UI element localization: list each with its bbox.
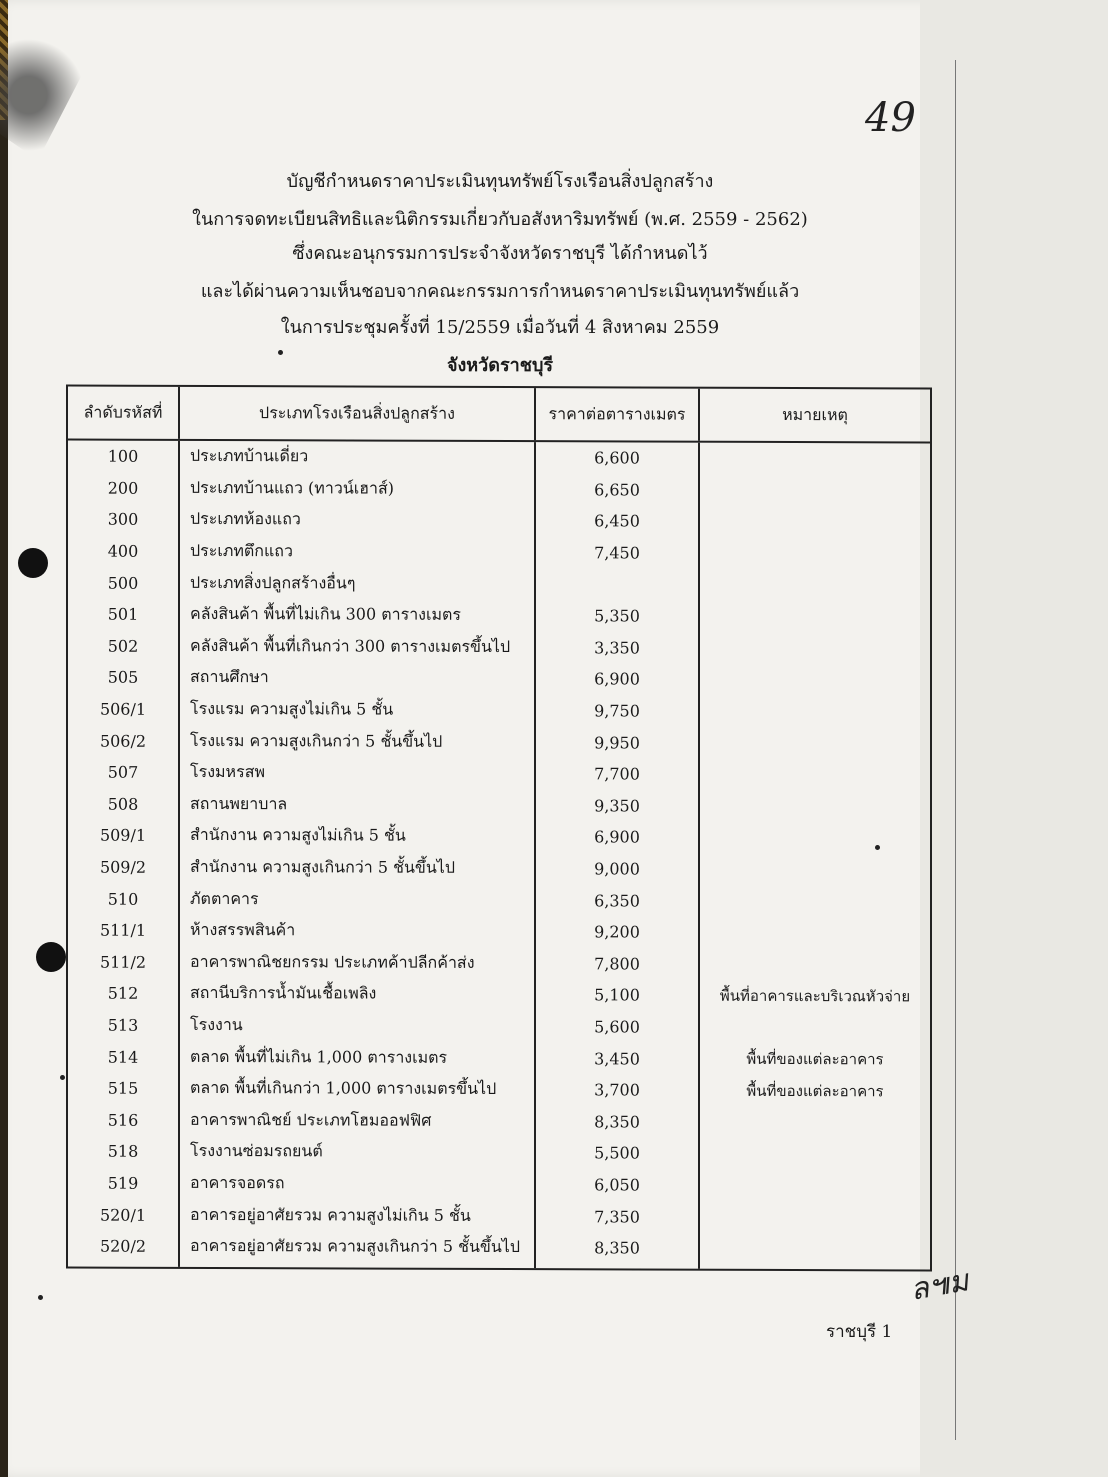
column-header: ลำดับรหัสที่ [68,386,180,438]
table-cell-price: 6,650 [594,480,640,500]
table-cell-note [700,1138,930,1170]
table-cell-code: 519 [107,1173,139,1193]
table-cell-type: อาคารอยู่อาศัยรวม ความสูงเกินกว่า 5 ชั้นขึ้นไป [190,1236,520,1257]
table-cell-code: 300 [107,510,139,530]
table-cell-type: คลังสินค้า พื้นที่เกินกว่า 300 ตารางเมตรขึ้นไป [190,635,511,656]
table-cell-price: 9,750 [594,701,640,721]
table-cell-note [700,601,930,633]
table-cell-type: อาคารจอดรถ [190,1172,285,1193]
table-cell-type: ห้างสรรพสินค้า [190,920,296,940]
table-cell-type: ประเภทสิ่งปลูกสร้างอื่นๆ [190,572,356,593]
table-cell-type: ประเภทตึกแถว [190,540,293,561]
table-cell-note [700,1011,930,1043]
table-cell-type: โรงงาน [190,1014,243,1035]
punch-hole-icon [18,548,48,578]
table-cell-note [700,1201,930,1233]
table-cell-type: อาคารพาณิชยกรรม ประเภทค้าปลีกค้าส่ง [190,951,475,972]
table-cell-type: ตลาด พื้นที่ไม่เกิน 1,000 ตารางเมตร [190,1046,448,1067]
table-cell-type: ตลาด พื้นที่เกินกว่า 1,000 ตารางเมตรขึ้นไป [190,1078,497,1099]
table-cell-code: 500 [107,573,139,593]
table-cell-code: 505 [107,668,139,688]
table-cell-price: 8,350 [594,1112,640,1132]
handwritten-page-mark: 49 [865,95,916,141]
table-cell-price: 7,350 [594,1206,640,1227]
table-cell-note [700,664,930,696]
table-cell-price: 3,700 [594,1080,640,1100]
table-cell-code: 509/1 [99,826,147,846]
table-cell-price: 6,900 [594,827,640,847]
table-cell-type: ประเภทบ้านแถว (ทาวน์เฮาส์) [190,477,394,498]
table-cell-price: 5,100 [594,985,640,1005]
table-cell-type: สำนักงาน ความสูงเกินกว่า 5 ชั้นขึ้นไป [190,856,455,877]
table-cell-code: 515 [107,1078,139,1098]
table-cell-code: 511/2 [99,952,147,972]
table-cell-type: สถานศึกษา [190,667,269,687]
column-header: หมายเหตุ [782,404,848,424]
table-cell-price: 7,800 [594,954,640,974]
code-column [68,440,180,1266]
table-cell-price: 6,900 [594,669,640,689]
table-cell-note [700,727,930,759]
table-cell-note: พื้นที่ของแต่ละอาคาร [746,1049,884,1069]
table-cell-price: 6,450 [594,511,640,531]
speck [60,1075,65,1080]
table-cell-note [700,569,930,601]
punch-hole-icon [36,942,66,972]
table-cell-type: สถานีบริการน้ำมันเชื้อเพลิง [190,983,377,1003]
document-subtitle: และได้ผ่านความเห็นชอบจากคณะกรรมการกำหนดราคาประเมินทุนทรัพย์แล้ว [200,281,800,302]
table-cell-note [700,1106,930,1138]
meeting-info: ในการประชุมครั้งที่ 15/2559 เมื่อวันที่ 4 สิงหาคม 2559 [280,317,720,338]
margin-line [955,60,956,1440]
table-cell-note [700,822,930,854]
speck [38,1295,43,1300]
table-cell-price: 5,500 [594,1143,640,1163]
price-column [536,442,700,1269]
document-title: บัญชีกำหนดราคาประเมินทุนทรัพย์โรงเรือนสิ่งปลูกสร้าง [286,171,714,192]
table-cell-type: สถานพยาบาล [190,793,288,814]
column-header: ประเภทโรงเรือนสิ่งปลูกสร้าง [180,387,536,440]
table-cell-price [536,569,698,601]
table-cell-code: 520/1 [99,1205,147,1225]
table-cell-note [700,885,930,917]
table-cell-type: คลังสินค้า พื้นที่ไม่เกิน 300 ตารางเมตร [190,604,461,625]
table-cell-type: ภัตตาคาร [190,888,259,908]
table-cell-type: โรงแรม ความสูงไม่เกิน 5 ชั้น [190,698,394,719]
table-cell-code: 507 [107,762,139,782]
table-body [68,440,930,1269]
table-cell-type: ประเภทห้องแถว [190,509,301,529]
table-cell-note [700,948,930,980]
table-cell-price: 8,350 [594,1238,640,1258]
table-cell-type: อาคารอยู่อาศัยรวม ความสูงไม่เกิน 5 ชั้น [190,1204,471,1225]
table-header [68,386,930,443]
table-cell-price: 3,350 [594,638,640,658]
note-column [700,443,930,1270]
table-cell-note [700,1169,930,1201]
table-cell-price: 6,600 [594,448,640,468]
table-cell-code: 506/2 [99,731,147,751]
table-cell-note [700,537,930,569]
document-subtitle: ในการจดทะเบียนสิทธิและนิติกรรมเกี่ยวกับอสังหาริมทรัพย์ (พ.ศ. 2559 - 2562) [192,209,808,230]
table-cell-code: 520/2 [99,1236,147,1256]
table-cell-code: 508 [107,794,139,814]
table-cell-price: 5,350 [594,606,640,626]
table-cell-note [700,506,930,538]
table-cell-type: โรงมหรสพ [190,762,265,782]
document-subtitle: ซึ่งคณะอนุกรรมการประจำจังหวัดราชบุรี ได้กำหนดไว้ [292,243,708,264]
table-cell-type: ประเภทบ้านเดี่ยว [190,446,309,466]
table-cell-price: 9,350 [594,796,640,816]
table-cell-price: 6,050 [594,1175,640,1195]
table-cell-code: 506/1 [99,699,147,719]
table-cell-price: 9,000 [594,859,640,879]
table-cell-note [700,790,930,822]
table-cell-code: 509/2 [99,857,147,877]
table-cell-note [700,1233,930,1265]
table-cell-note [700,759,930,791]
table-cell-code: 501 [107,604,139,625]
table-cell-note [700,632,930,664]
table-cell-price: 7,700 [594,764,640,784]
table-cell-code: 518 [107,1141,139,1162]
handwritten-signature: ล๚ม [907,1263,972,1308]
table-cell-price: 7,450 [594,543,640,563]
table-cell-code: 400 [107,541,139,561]
table-cell-price: 9,950 [594,732,640,753]
table-cell-note [700,917,930,949]
table-cell-code: 512 [107,984,139,1004]
page-footer: ราชบุรี 1 [826,1322,893,1342]
table-cell-price: 3,450 [594,1048,640,1069]
table-cell-code: 100 [107,446,139,467]
table-cell-note [700,695,930,727]
type-column [180,441,536,1268]
table-cell-type: โรงงานซ่อมรถยนต์ [190,1141,323,1161]
table-cell-note: พื้นที่อาคารและบริเวณหัวจ่าย [719,986,911,1006]
province-heading: จังหวัดราชบุรี [446,355,554,376]
table-cell-note: พื้นที่ของแต่ละอาคาร [746,1081,884,1101]
table-cell-code: 516 [107,1110,139,1130]
price-table [66,384,932,1271]
table-cell-type: โรงแรม ความสูงเกินกว่า 5 ชั้นขึ้นไป [190,730,443,751]
table-cell-type: สำนักงาน ความสูงไม่เกิน 5 ชั้น [190,825,406,846]
table-cell-code: 514 [107,1047,139,1067]
table-cell-price: 5,600 [594,1017,640,1037]
table-cell-note [700,443,930,475]
table-cell-code: 511/1 [99,920,147,940]
table-cell-code: 513 [107,1015,139,1035]
table-cell-code: 502 [107,636,139,656]
table-cell-type: อาคารพาณิชย์ ประเภทโฮมออฟฟิศ [190,1109,432,1130]
column-header: ราคาต่อตารางเมตร [536,388,700,441]
table-cell-note [700,853,930,885]
table-cell-note [700,474,930,506]
table-cell-code: 510 [107,889,139,909]
table-cell-price: 6,350 [594,890,640,911]
table-cell-price: 9,200 [594,922,640,942]
table-cell-code: 200 [107,478,139,498]
